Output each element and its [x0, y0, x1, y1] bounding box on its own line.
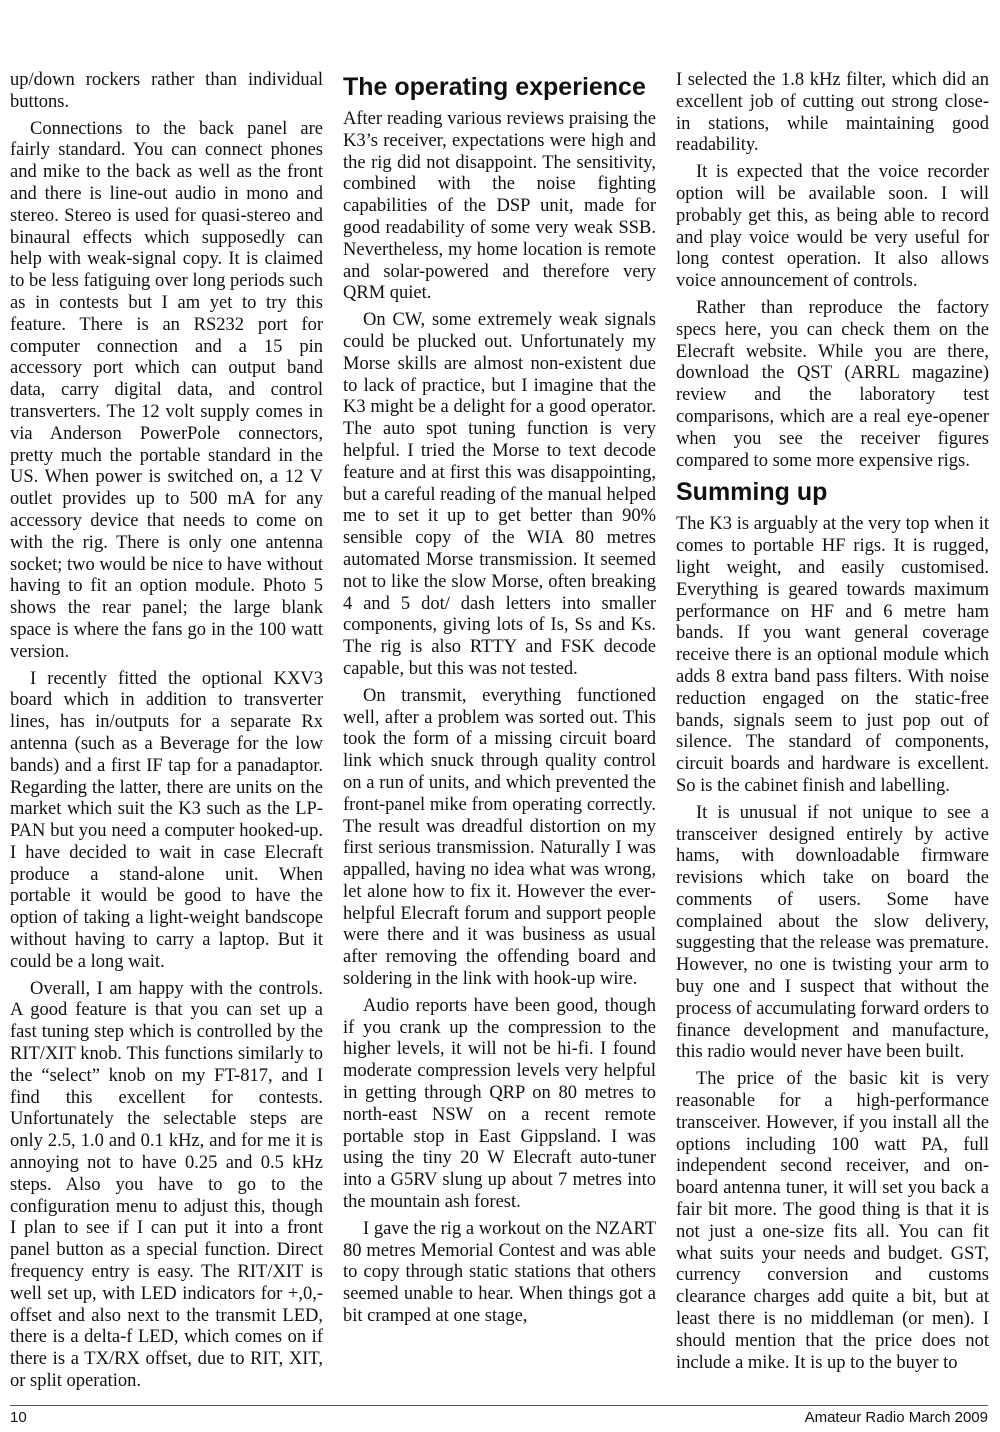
paragraph: I gave the rig a workout on the NZART 80 metres Memorial Contest and was able to copy through static stations that others seemed unable to hear. When things got a bit cramped at one stage,: [343, 1218, 656, 1327]
paragraph: I selected the 1.8 kHz filter, which did an excellent job of cutting out strong close-in stations, while maintaining good readability.: [676, 70, 989, 156]
paragraph: The price of the basic kit is very reasonable for a high-performance transceiver. However, if you install all the options including 100 watt PA, full independent second receiver, and on-board antenna tuner, it will set you back a fair bit more. The good thing is that it is not just a one-size fits all. You can fit what suits your needs and budget. GST, currency conversion and customs clearance charges add quite a bit, but at least there is no middleman (or men). I should mention that the price does not include a mike. It is up to the buyer to: [676, 1069, 989, 1373]
paragraph: It is expected that the voice recorder option will be available soon. I will probably get this, as being able to record and play voice would be very useful for long contest operation. It also allows voice announcement of controls.: [676, 162, 989, 292]
publication-issue: Amateur Radio March 2009: [804, 1409, 988, 1426]
page-number: 10: [10, 1409, 27, 1426]
column-2: [343, 70, 656, 1402]
column-3: [676, 70, 989, 1402]
page-footer: [10, 1405, 988, 1426]
paragraph: On transmit, everything functioned well, after a problem was sorted out. This took the form of a missing circuit board link which snuck through quality control on a run of units, and which prevented the front-panel mike from operating correctly. The result was dreadful distortion on my first serious transmission. Naturally I was appalled, having no idea what was wrong, let alone how to fix it. However the ever-helpful Elecraft forum and support people were there and it was business as usual after removing the offending board and soldering in the link with hook-up wire.: [343, 685, 656, 990]
column-1: [10, 70, 323, 1402]
section-heading: The operating experience: [343, 73, 646, 101]
paragraph: Audio reports have been good, though if you crank up the compression to the higher levels, it will not be hi-fi. I found moderate compression levels very helpful in getting through QRP on 80 metres to north-east NSW on a recent remote portable stop in East Gippsland. I was using the tiny 20 W Elecraft auto-tuner into a G5RV slung up about 7 metres into the mountain ash forest.: [343, 995, 656, 1213]
paragraph: up/down rockers rather than individual buttons.: [10, 70, 323, 112]
paragraph: After reading various reviews praising the K3’s receiver, expectations were high and the rig did not disappoint. The sensitivity, combined with the noise fighting capabilities of the DSP unit, made for good readability of some very weak SSB. Nevertheless, my home location is remote and solar-powered and therefore very QRM quiet.: [343, 109, 656, 304]
paragraph: Connections to the back panel are fairly standard. You can connect phones and mike to the back as well as the front and there is line-out audio in mono and stereo. Stereo is used for quasi-stereo and binaural effects which supposedly can help with weak-signal copy. It is claimed to be less fatiguing over long periods such as in contests but I am yet to try this feature. There is an RS232 port for computer connection and a 15 pin accessory port which can output band data, carry digital data, and control transverters. The 12 volt supply comes in via Anderson PowerPole connectors, pretty much the portable standard in the US. When power is switched on, a 12 V outlet provides up to 500 mA for any accessory device that needs to come on with the rig. There is only one antenna socket; two would be nice to have without having to fit an option module. Photo 5 shows the rear panel; the large blank space is where the fans go in the 100 watt version.: [10, 118, 323, 662]
paragraph: The K3 is arguably at the very top when it comes to portable HF rigs. It is rugged, light weight, and easily customised. Everything is geared towards maximum performance on HF and 6 metre ham bands. If you want general coverage receive there is an optional module which adds 8 extra band pass filters. With noise reduction engaged on the static-free bands, signals seem to just pop out of silence. The standard of components, circuit boards and hardware is excellent. So is the cabinet finish and labelling.: [676, 514, 989, 796]
paragraph: It is unusual if not unique to see a transceiver designed entirely by active hams, with downloadable firmware revisions which take on board the comments of users. Some have complained about the slow delivery, suggesting that the release was premature. However, no one is twisting your arm to buy one and I suspect that without the process of accumulating forward orders to finance development and manufacture, this radio would never have been built.: [676, 802, 989, 1063]
paragraph: I recently fitted the optional KXV3 board which in addition to transverter lines, has in/outputs for a separate Rx antenna (such as a Beverage for the low bands) and a first IF tap for a panadaptor. Regarding the latter, there are units on the market which suit the K3 such as the LP-PAN but you need a computer hooked-up. I have decided to wait in case Elecraft produce a stand-alone unit. When portable it would be good to have the option of taking a light-weight bandscope without having to carry a laptop. But it could be a long wait.: [10, 668, 323, 972]
section-heading: Summing up: [676, 478, 828, 507]
article-body: [10, 70, 990, 1402]
paragraph: Rather than reproduce the factory specs here, you can check them on the Elecraft website. While you are there, download the QST (ARRL magazine) review and the laboratory test comparisons, which are a real eye-opener when you see the receiver figures compared to some more expensive rigs.: [676, 297, 989, 471]
paragraph: On CW, some extremely weak signals could be plucked out. Unfortunately my Morse skills are almost non-existent due to lack of practice, but I imagine that the K3 might be a delight for a good operator. The auto spot tuning function is very helpful. I tried the Morse to text decode feature and at first this was disappointing, but a careful reading of the manual helped me to set it up to get better than 90% sensible copy of the WIA 80 metres automated Morse transmission. It seemed not to like the slow Morse, often breaking 4 and 5 dot/ dash letters into smaller components, giving lots of Is, Ss and Ks. The rig is also RTTY and FSK decode capable, but this was not tested.: [343, 310, 656, 679]
paragraph: Overall, I am happy with the controls. A good feature is that you can set up a fast tuning step which is controlled by the RIT/XIT knob. This functions similarly to the “select” knob on my FT-817, and I find this excellent for contests. Unfortunately the selectable steps are only 2.5, 1.0 and 0.1 kHz, and for me it is annoying not to have 0.25 and 0.5 kHz steps. Also you have to go to the configuration menu to adjust this, though I plan to see if I can put it into a front panel button as a special function. Direct frequency entry is easy. The RIT/XIT is well set up, with LED indicators for +,0,- offset and also next to the transmit LED, there is a delta-f LED, which comes on if there is a TX/RX offset, due to RIT, XIT, or split operation.: [10, 978, 323, 1392]
